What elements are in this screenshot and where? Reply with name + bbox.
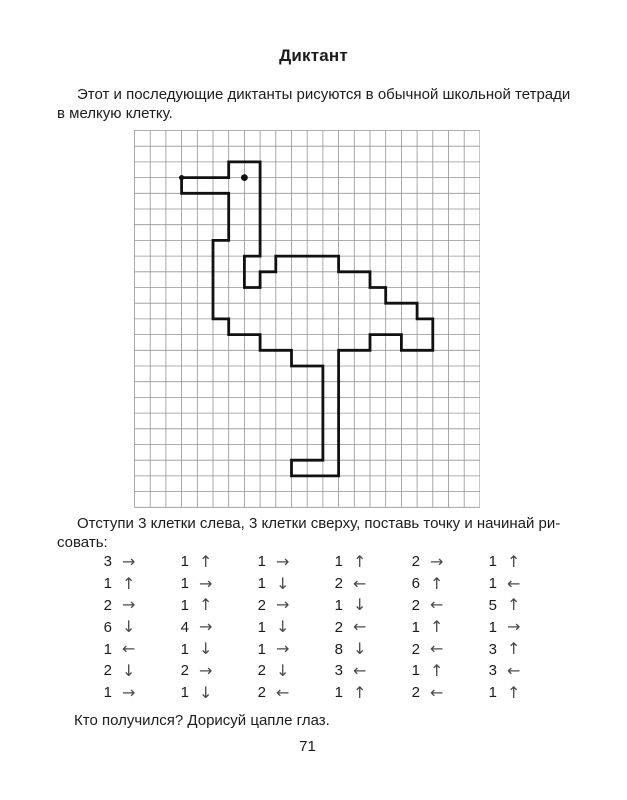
step-arrow-icon: ↓ (276, 660, 290, 680)
step-arrow-icon: ↑ (507, 595, 521, 615)
step-count: 1 (488, 684, 497, 702)
step-count: 1 (180, 553, 189, 571)
dictation-row (96, 595, 527, 617)
step-arrow-icon: ↑ (199, 551, 213, 571)
dictation-step (250, 575, 296, 592)
page-number: 71 (299, 738, 316, 755)
dictation-step (404, 575, 450, 592)
step-count: 1 (334, 553, 343, 571)
step-arrow-icon: ← (430, 595, 444, 615)
step-arrow-icon: ↓ (276, 573, 290, 593)
dictation-step (404, 641, 450, 658)
step-count: 2 (103, 662, 112, 680)
dictation-step (327, 684, 373, 701)
dictation-step (404, 662, 450, 679)
step-count: 1 (180, 640, 189, 658)
dictation-step (250, 684, 296, 701)
dictation-step (327, 641, 373, 658)
intro-line-1: Этот и последующие диктанты рисуются в обычной школьной тетради (77, 86, 571, 103)
step-arrow-icon: → (276, 595, 290, 615)
question-paragraph (57, 712, 573, 729)
dictation-step (96, 641, 142, 658)
instruction-line-1: Отступи 3 клетки слева, 3 клетки сверху, поставь точку и начинай ри- (77, 515, 561, 532)
step-count: 2 (411, 596, 420, 614)
step-arrow-icon: ← (430, 682, 444, 702)
dictation-row (96, 573, 527, 595)
dictation-step (173, 641, 219, 658)
step-count: 1 (257, 618, 266, 636)
step-count: 1 (488, 575, 497, 593)
dictation-row (96, 682, 527, 704)
step-arrow-icon: ← (353, 617, 367, 637)
step-arrow-icon: ↓ (199, 639, 213, 659)
start-point-dot (179, 175, 184, 180)
intro-line-2: в мелкую клетку. (57, 104, 173, 122)
step-count: 8 (334, 640, 343, 658)
dictation-step (250, 553, 296, 570)
step-arrow-icon: ↑ (507, 551, 521, 571)
dictation-step (250, 662, 296, 679)
step-arrow-icon: → (122, 551, 136, 571)
dictation-step (173, 662, 219, 679)
dictation-step (173, 553, 219, 570)
step-count: 1 (488, 553, 497, 571)
step-count: 6 (411, 575, 420, 593)
step-count: 2 (257, 684, 266, 702)
step-arrow-icon: ↑ (122, 573, 136, 593)
dictation-step (481, 575, 527, 592)
step-count: 2 (257, 596, 266, 614)
dictation-step (404, 553, 450, 570)
dictation-step (481, 553, 527, 570)
step-arrow-icon: ← (507, 660, 521, 680)
dictation-step (404, 597, 450, 614)
step-arrow-icon: ↑ (353, 551, 367, 571)
dictation-row (96, 616, 527, 638)
dictation-step (327, 575, 373, 592)
step-arrow-icon: ↓ (353, 639, 367, 659)
step-arrow-icon: ↓ (353, 595, 367, 615)
step-arrow-icon: → (276, 639, 290, 659)
step-arrow-icon: ↓ (199, 682, 213, 702)
step-count: 1 (257, 575, 266, 593)
step-count: 2 (334, 575, 343, 593)
step-count: 2 (257, 662, 266, 680)
step-count: 1 (257, 640, 266, 658)
step-count: 2 (180, 662, 189, 680)
step-arrow-icon: ← (276, 682, 290, 702)
step-arrow-icon: → (507, 617, 521, 637)
step-arrow-icon: ← (353, 573, 367, 593)
eye-dot (241, 174, 248, 181)
step-arrow-icon: ← (122, 639, 136, 659)
step-count: 1 (411, 618, 420, 636)
step-count: 1 (180, 596, 189, 614)
step-arrow-icon: ↑ (199, 595, 213, 615)
dictation-step (327, 662, 373, 679)
question-line: Кто получился? Дорисуй цапле глаз. (74, 712, 330, 729)
step-count: 6 (103, 618, 112, 636)
step-count: 1 (334, 684, 343, 702)
dictation-step (96, 662, 142, 679)
step-count: 1 (257, 553, 266, 571)
step-arrow-icon: ↑ (430, 573, 444, 593)
dictation-step (327, 597, 373, 614)
dictation-step (250, 597, 296, 614)
dictation-step (404, 684, 450, 701)
dictation-steps-table (96, 551, 527, 704)
step-arrow-icon: → (199, 617, 213, 637)
dictation-step (481, 597, 527, 614)
dictation-step (327, 553, 373, 570)
instruction-line-2: совать: (57, 533, 108, 551)
step-count: 1 (103, 684, 112, 702)
step-count: 2 (103, 596, 112, 614)
page-title: Диктант (279, 46, 348, 65)
step-count: 1 (411, 662, 420, 680)
dictation-row (96, 638, 527, 660)
step-count: 1 (334, 596, 343, 614)
step-count: 2 (411, 684, 420, 702)
step-count: 5 (488, 596, 497, 614)
step-count: 1 (103, 575, 112, 593)
step-arrow-icon: ↑ (507, 639, 521, 659)
step-arrow-icon: ↑ (353, 682, 367, 702)
dictation-step (481, 662, 527, 679)
dictation-step (327, 619, 373, 636)
step-count: 2 (334, 618, 343, 636)
step-count: 1 (180, 575, 189, 593)
dictation-step (481, 619, 527, 636)
dictation-step (173, 684, 219, 701)
dictation-step (96, 575, 142, 592)
dictation-step (96, 684, 142, 701)
step-count: 2 (411, 640, 420, 658)
step-arrow-icon: → (276, 551, 290, 571)
dictation-step (404, 619, 450, 636)
dictation-step (481, 684, 527, 701)
step-arrow-icon: → (122, 682, 136, 702)
step-arrow-icon: ↑ (430, 660, 444, 680)
instruction-paragraph (57, 515, 573, 552)
dictation-step (173, 575, 219, 592)
step-count: 3 (103, 553, 112, 571)
dictation-step (173, 597, 219, 614)
step-count: 3 (334, 662, 343, 680)
step-arrow-icon: → (430, 551, 444, 571)
dictation-step (96, 619, 142, 636)
step-arrow-icon: → (122, 595, 136, 615)
step-arrow-icon: ← (430, 639, 444, 659)
dictation-step (250, 641, 296, 658)
intro-paragraph (57, 86, 573, 123)
step-arrow-icon: ← (353, 660, 367, 680)
dictation-step (250, 619, 296, 636)
step-count: 1 (180, 684, 189, 702)
step-count: 3 (488, 640, 497, 658)
heron-grid-drawing (134, 130, 480, 508)
step-count: 3 (488, 662, 497, 680)
dictation-row (96, 660, 527, 682)
dictation-grid (134, 130, 480, 508)
step-count: 1 (103, 640, 112, 658)
step-count: 2 (411, 553, 420, 571)
dictation-step (173, 619, 219, 636)
step-arrow-icon: → (199, 660, 213, 680)
dictation-row (96, 551, 527, 573)
dictation-step (96, 597, 142, 614)
step-arrow-icon: ↑ (430, 617, 444, 637)
step-count: 4 (180, 618, 189, 636)
step-count: 1 (488, 618, 497, 636)
step-arrow-icon: ← (507, 573, 521, 593)
dictation-step (96, 553, 142, 570)
step-arrow-icon: ↓ (122, 617, 136, 637)
dictation-step (481, 641, 527, 658)
step-arrow-icon: ↓ (276, 617, 290, 637)
step-arrow-icon: ↑ (507, 682, 521, 702)
step-arrow-icon: → (199, 573, 213, 593)
step-arrow-icon: ↓ (122, 660, 136, 680)
